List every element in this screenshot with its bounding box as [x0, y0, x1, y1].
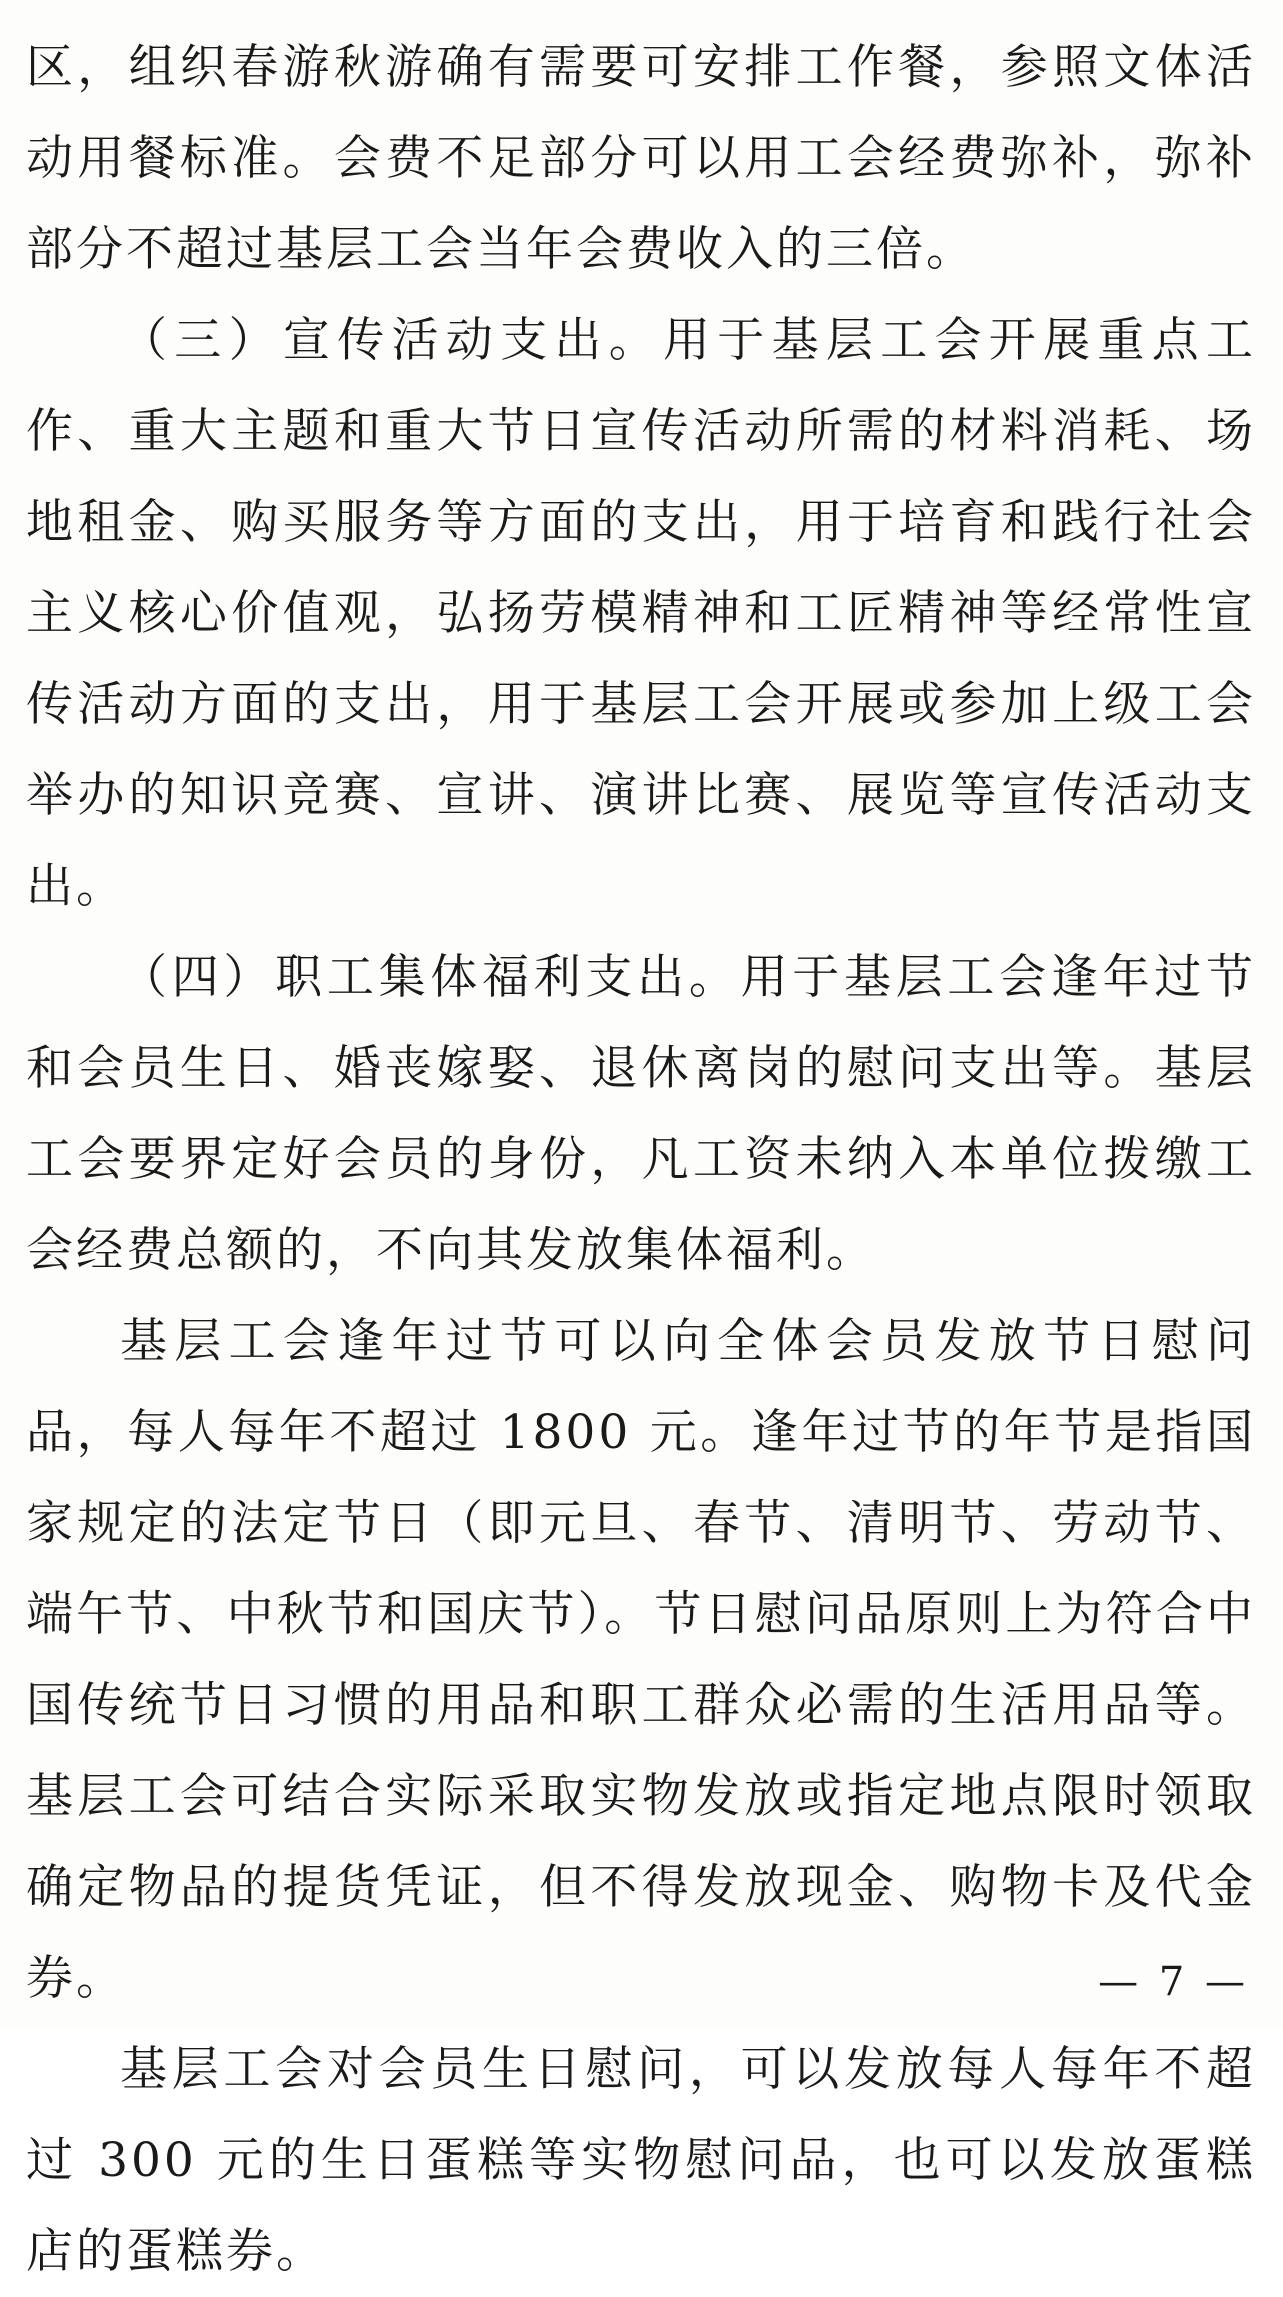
paragraph-collective-welfare: （四）职工集体福利支出。用于基层工会逢年过节和会员生日、婚丧嫁娶、退休离岗的慰问支出等。基层工会要界定好会员的身份，凡工资未纳入本单位拨缴工会经费总额的，不向其发放集体福利。 [26, 950, 1256, 1278]
paragraph-continuation: 区，组织春游秋游确有需要可安排工作餐，参照文体活动用餐标准。会费不足部分可以用工会经费弥补，弥补部分不超过基层工会当年会费收入的三倍。 [26, 40, 1256, 277]
paragraph-holiday-gifts: 基层工会逢年过节可以向全体会员发放节日慰问品，每人每年不超过 1800 元。逢年过节的年节是指国家规定的法定节日（即元旦、春节、清明节、劳动节、端午节、中秋节和国庆节）。节日慰问品原则上为符合中国传统节日习惯的用品和职工群众必需的生活用品等。基层工会可结合实际采取实物发放或指定地点限时领取确定物品的提货凭证，但不得发放现金、购物卡及代金券。 [26, 1314, 1256, 2006]
paragraph-birthday-gifts: 基层工会对会员生日慰问，可以发放每人每年不超过 300 元的生日蛋糕等实物慰问品，也可以发放蛋糕店的蛋糕券。 [26, 2042, 1256, 2279]
paragraph-publicity-expenses: （三）宣传活动支出。用于基层工会开展重点工作、重大主题和重大节日宣传活动所需的材料消耗、场地租金、购买服务等方面的支出，用于培育和践行社会主义核心价值观，弘扬劳模精神和工匠精神等经常性宣传活动方面的支出，用于基层工会开展或参加上级工会举办的知识竞赛、宣讲、演讲比赛、展览等宣传活动支出。 [26, 313, 1256, 914]
page-number: — 7 — [1098, 1959, 1249, 2005]
body-text [26, 22, 1256, 2297]
